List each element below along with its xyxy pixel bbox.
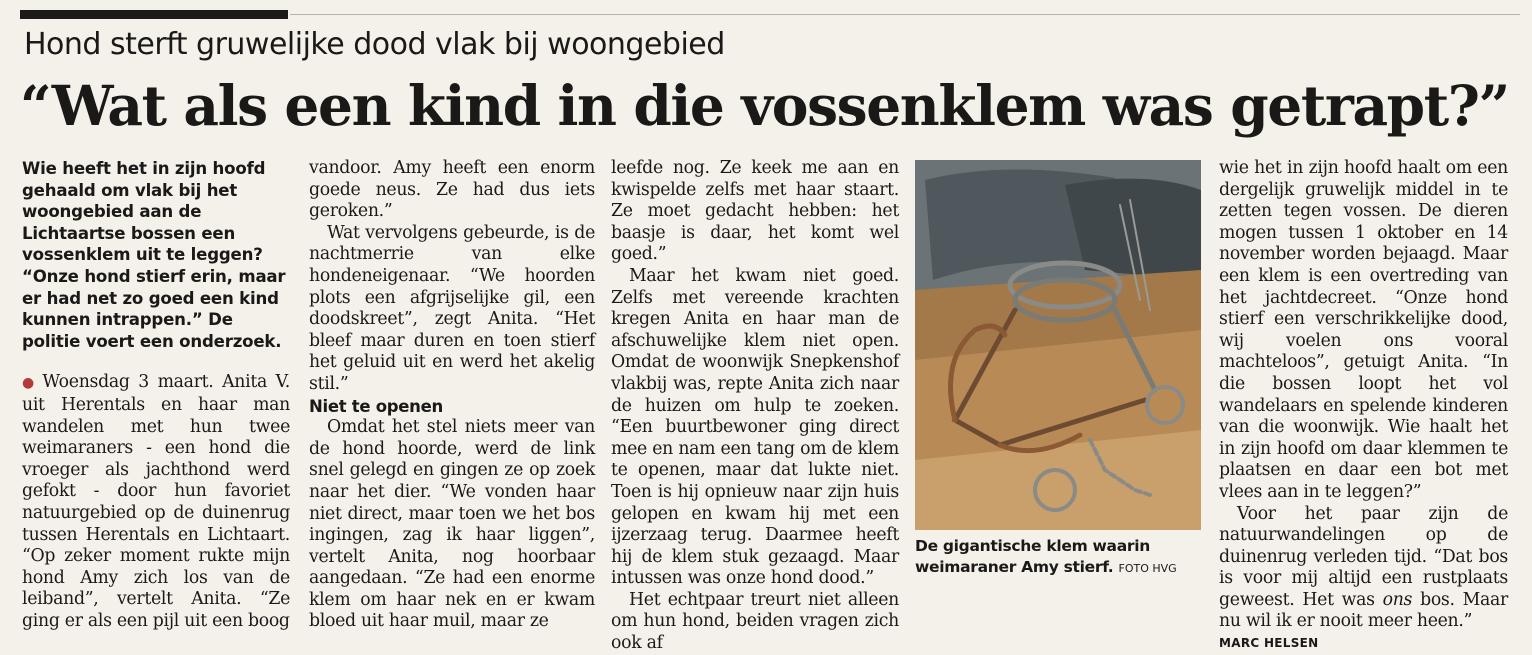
top-rule (290, 14, 1520, 15)
col4-paragraph-2 (1219, 504, 1508, 634)
photo-caption (915, 536, 1205, 579)
col2-paragraph-3: Omdat het stel niets meer van de hond hoorde, werd de link snel gelegd en gingen ze op zoek naar het dier. “We vonden haar niet direct, maar toen we het bos ingingen, zag ik haar liggen”, vertelt Anita, nog hoorbaar aangedaan. “Ze had een enorme klem om haar nek en er kwam bloed uit haar muil, maar ze (309, 417, 595, 632)
col3-paragraph-2: Maar het kwam niet goed. Zelfs met vereende krachten kregen Anita en haar man de afschuwelijke klem niet open. Omdat de woonwijk Snepkenshof vlakbij was, repte Anita zich naar de huizen om hulp te zoeken. “Een buurtbewoner ging direct mee en nam een tang om de klem te openen, maar dat lukte niet. Toen is hij opnieuw naar zijn huis gelopen en kwam hij met een ijzerzaag terug. Daarmee heeft hij de klem stuk gezaagd. Maar intussen was onze hond dood.” (611, 265, 899, 589)
column-4 (1219, 158, 1508, 655)
byline: MARC HELSEN (1219, 636, 1319, 651)
column-2 (309, 158, 595, 633)
col1-paragraph-1 (22, 372, 290, 632)
caption-text: De gigantische klem waarin weimaraner Amy stierf. (915, 537, 1150, 576)
col4-paragraph-2-part-1: Voor het paar zijn de natuurwandelingen op de duinenrug verleden tijd. “Dat bos is voor mij altijd een rustplaats geweest. Het was (1219, 503, 1508, 610)
photo-credit: FOTO HVG (1118, 562, 1177, 575)
headline: “Wat als een kind in die vossenklem was getrapt?” (20, 73, 1509, 138)
column-3 (611, 158, 899, 655)
col1-paragraph-1-text: Woensdag 3 maart. Anita V. uit Herentals en haar man wandelen met hun twee weimaraners - een hond die vroeger als jachthond werd gefokt - door hun favoriet natuurgebied op de duinenrug tussen Herentals en Lichtaart. “Op zeker moment rukte mijn hond Amy zich los van de leiband”, vertelt Anita. “Ze ging er als een pijl uit een boog (22, 372, 291, 631)
bullet-icon: ● (22, 375, 38, 392)
section-bar (20, 10, 288, 19)
col3-paragraph-1: leefde nog. Ze keek me aan en kwispelde zelfs met haar staart. Ze moet gedacht hebben: het baasje is daar, het komt wel goed.” (611, 158, 899, 265)
col4-emphasis: ons (1382, 589, 1413, 610)
fox-trap-illustration (915, 160, 1201, 530)
lead-paragraph: Wie heeft het in zijn hoofd gehaald om vlak bij het woongebied aan de Lichtaartse bossen een vossenklem uit te leggen? “Onze hond stierf erin, maar er had net zo goed een kind kunnen intrappen.” De politie voert een onderzoek. (22, 159, 286, 351)
column-1 (22, 158, 290, 632)
col2-paragraph-1: vandoor. Amy heeft een enorm goede neus. Ze had dus iets geroken.” (309, 158, 595, 222)
col2-paragraph-2: Wat vervolgens gebeurde, is de nachtmerrie van elke hondeneigenaar. “We hoorden plots een afgrijselijke gil, een doodskreet”, zegt Anita. “Het bleef maar duren en toen stierf het geluid uit en werd het akelig stil.” (309, 222, 595, 394)
subheading: Niet te openen (309, 396, 443, 416)
col4-paragraph-1: wie het in zijn hoofd haalt om een dergelijk gruwelijk middel in te zetten tegen vossen. De dieren mogen tussen 1 oktober en 14 november worden bejaagd. Maar een klem is een overtreding van het jachtdecreet. “Onze hond stierf een verschrikkelijke dood, wij voelen ons vooral machteloos”, getuigt Anita. “In die bossen loopt het vol wandelaars en spelende kinderen van die woonwijk. Wie haalt het in zijn hoofd om daar klemmen te plaatsen en daar een bot met vlees aan in te leggen?” (1219, 158, 1508, 502)
fox-trap-photo (915, 160, 1201, 530)
col3-paragraph-3: Het echtpaar treurt niet alleen om hun hond, beiden vragen zich ook af (611, 589, 899, 654)
kicker: Hond sterft gruwelijke dood vlak bij woongebied (24, 27, 725, 62)
col4-paragraph-2-part-2: bos. Maar nu wil ik er nooit meer heen.” (1219, 589, 1508, 632)
